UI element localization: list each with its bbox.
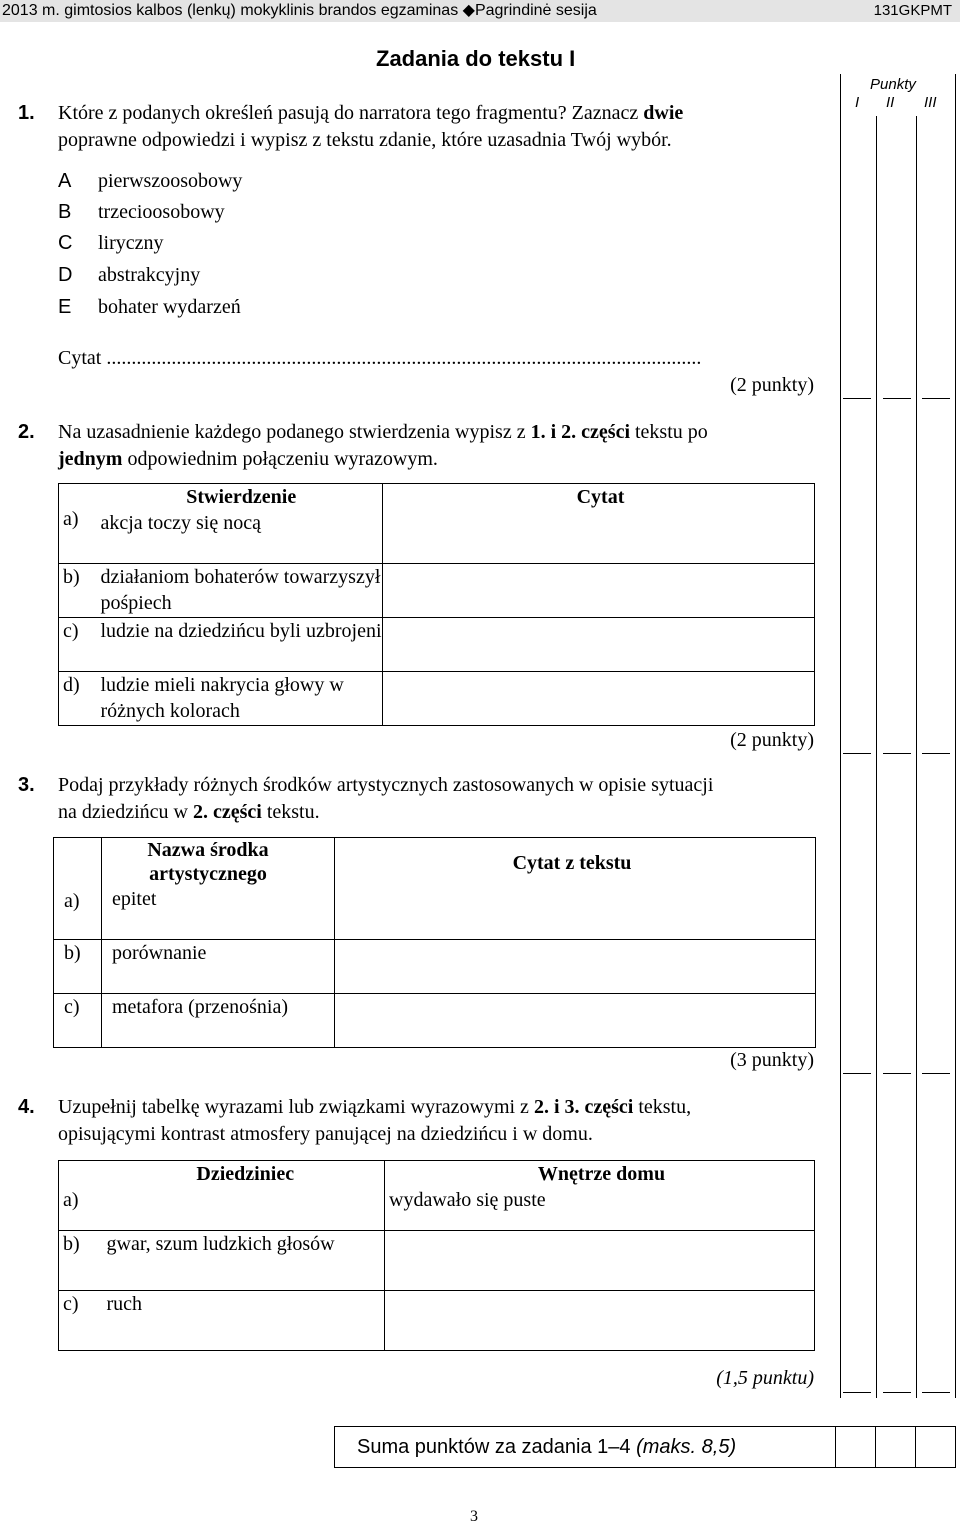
- citation-answer-cell[interactable]: [383, 484, 815, 564]
- table-row-letter: b): [59, 1231, 103, 1291]
- points-label: (1,5 punktu): [716, 1367, 814, 1389]
- column-header: Dziedziniec: [196, 1163, 295, 1185]
- question-number: 1.: [18, 102, 35, 124]
- table-row-letter: c): [54, 994, 102, 1048]
- score-blank[interactable]: [922, 753, 950, 754]
- summary-divider: [875, 1427, 876, 1467]
- score-blank[interactable]: [883, 753, 911, 754]
- statement-citation-table: [58, 483, 815, 726]
- answer-cell-interior[interactable]: [385, 1291, 815, 1351]
- citation-answer-cell[interactable]: [335, 940, 816, 994]
- option-c[interactable]: C liryczny: [58, 232, 164, 254]
- exam-title: 2013 m. gimtosios kalbos (lenkų) mokyklinis brandos egzaminas ◆Pagrindinė sesija: [2, 2, 597, 19]
- points-label: (3 punkty): [730, 1049, 814, 1071]
- citation-answer-cell[interactable]: [383, 564, 815, 618]
- points-summary-label: Suma punktów za zadania 1–4 (maks. 8,5): [357, 1436, 737, 1458]
- table-row-letter: c): [59, 618, 97, 672]
- points-column-border: [876, 116, 877, 1398]
- contrast-table: [58, 1160, 815, 1351]
- question-2-text: 2. Na uzasadnienie każdego podanego stwierdzenia wypisz z 1. i 2. części tekstu po jednym odpowiednim połączeniu wyrazowym.: [18, 421, 708, 470]
- artistic-means-table: [53, 837, 816, 1048]
- table-cell: gwar, szum ludzkich głosów: [103, 1231, 385, 1291]
- question-3-text: 3. Podaj przykłady różnych środków artystycznych zastosowanych w opisie sytuacji na dziedzińcu w 2. części tekstu.: [18, 774, 714, 823]
- column-header: Nazwa środka artystycznego: [147, 839, 269, 885]
- score-blank[interactable]: [843, 398, 871, 399]
- points-column-border: [840, 74, 841, 1398]
- page-number: 3: [470, 1508, 478, 1525]
- score-blank[interactable]: [843, 1073, 871, 1074]
- score-blank[interactable]: [843, 1392, 871, 1393]
- option-e[interactable]: E bohater wydarzeń: [58, 296, 241, 318]
- citation-answer-line[interactable]: Cytat .......................................................................................................................: [58, 347, 702, 369]
- citation-answer-cell[interactable]: [383, 672, 815, 726]
- table-row-letter: b): [54, 940, 102, 994]
- score-blank[interactable]: [922, 1073, 950, 1074]
- option-b[interactable]: B trzecioosobowy: [58, 201, 225, 223]
- summary-divider: [915, 1427, 916, 1467]
- question-number: 2.: [18, 421, 35, 443]
- page-header: [0, 0, 960, 22]
- points-label: (2 punkty): [730, 374, 814, 396]
- points-col-2-label: II: [886, 94, 895, 111]
- citation-answer-cell[interactable]: [383, 618, 815, 672]
- points-column-border: [955, 74, 956, 1398]
- points-header-title: Punkty: [870, 76, 916, 93]
- table-cell: ludzie na dziedzińcu byli uzbrojeni: [97, 618, 383, 672]
- score-blank[interactable]: [883, 398, 911, 399]
- option-d[interactable]: D abstrakcyjny: [58, 264, 201, 286]
- score-blank[interactable]: [883, 1073, 911, 1074]
- section-title: Zadania do tekstu I: [376, 46, 576, 71]
- answer-cell-courtyard[interactable]: [103, 1161, 385, 1231]
- table-row-letter: a): [59, 484, 97, 564]
- points-column-border: [916, 116, 917, 1398]
- table-cell: Wnętrze domu wydawało się puste: [385, 1161, 815, 1231]
- citation-answer-cell[interactable]: [335, 838, 816, 940]
- summary-divider: [835, 1427, 836, 1467]
- score-blank[interactable]: [922, 398, 950, 399]
- question-4-text: 4. Uzupełnij tabelkę wyrazami lub związkami wyrazowymi z 2. i 3. części tekstu, opisującymi kontrast atmosfery panującej na dziedzińcu i w domu.: [18, 1096, 692, 1145]
- table-row-letter: b): [59, 564, 97, 618]
- column-header: Stwierdzenie: [186, 486, 297, 508]
- table-cell: Nazwa środka artystycznego epitet: [102, 838, 335, 940]
- points-summary-box: [334, 1426, 956, 1468]
- answer-cell-interior[interactable]: [385, 1231, 815, 1291]
- table-row-letter: a): [59, 1161, 103, 1231]
- table-cell: porównanie: [102, 940, 335, 994]
- table-row-letter: d): [59, 672, 97, 726]
- option-a[interactable]: A pierwszoosobowy: [58, 170, 243, 192]
- table-cell: ludzie mieli nakrycia głowy w różnych kolorach: [97, 672, 383, 726]
- column-header: Cytat z tekstu: [512, 852, 632, 874]
- question-number: 4.: [18, 1096, 35, 1118]
- score-blank[interactable]: [843, 753, 871, 754]
- question-1-text: 1. Które z podanych określeń pasują do narratora tego fragmentu? Zaznacz dwie poprawne odpowiedzi i wypisz z tekstu zdanie, które uzasadnia Twój wybór.: [18, 102, 684, 151]
- table-row-letter: c): [59, 1291, 103, 1351]
- score-blank[interactable]: [922, 1392, 950, 1393]
- table-cell: działaniom bohaterów towarzyszył pośpiech: [97, 564, 383, 618]
- table-cell: metafora (przenośnia): [102, 994, 335, 1048]
- question-number: 3.: [18, 774, 35, 796]
- column-header: Cytat: [576, 486, 625, 508]
- points-label: (2 punkty): [730, 729, 814, 751]
- table-cell: Stwierdzenie akcja toczy się nocą: [97, 484, 383, 564]
- points-col-1-label: I: [855, 94, 860, 111]
- points-col-3-label: III: [924, 94, 937, 111]
- citation-answer-cell[interactable]: [335, 994, 816, 1048]
- exam-code: 131GKPMT: [873, 2, 952, 19]
- score-blank[interactable]: [883, 1392, 911, 1393]
- table-cell: ruch: [103, 1291, 385, 1351]
- table-row-letter: a): [54, 838, 102, 940]
- column-header: Wnętrze domu: [537, 1163, 666, 1185]
